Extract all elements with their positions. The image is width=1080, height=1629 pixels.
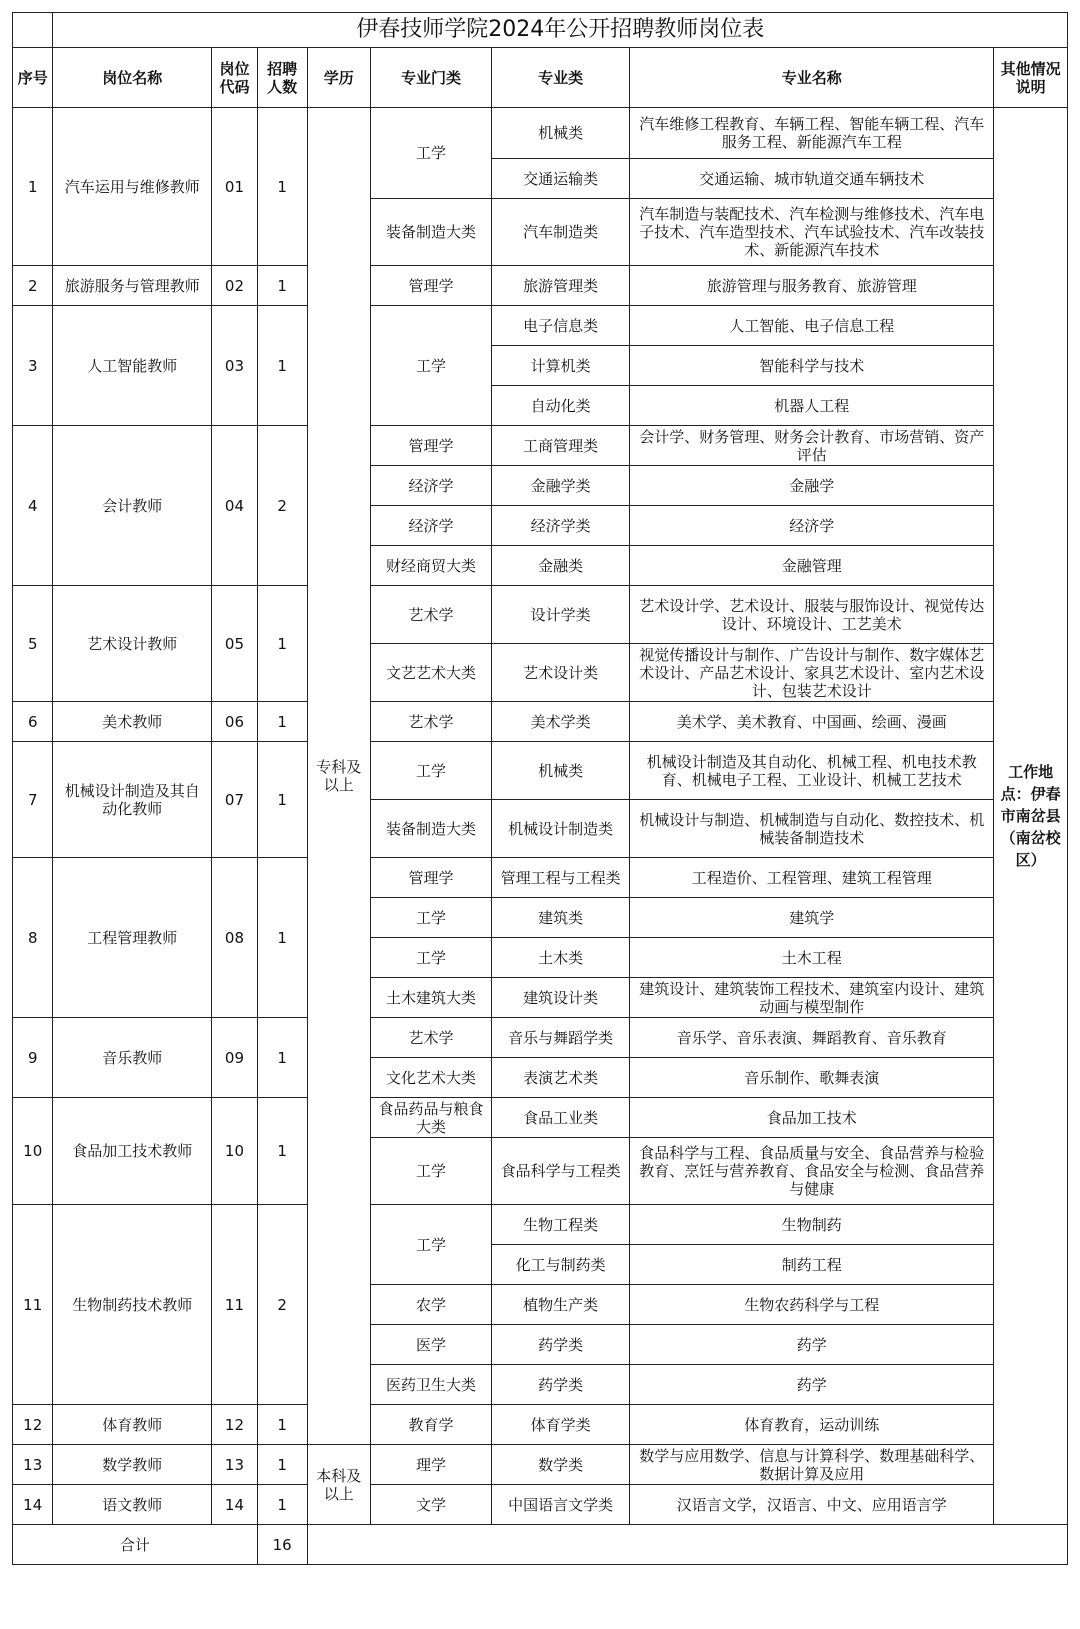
position-seq: 9 [13,1018,53,1098]
table-row [13,108,1068,159]
education-level-bachelor: 本科及以上 [307,1445,370,1525]
major-class: 药学类 [492,1365,630,1405]
position-count: 1 [257,702,307,742]
discipline-category: 艺术学 [370,702,491,742]
table-row [13,1485,1068,1525]
table-row [13,1205,1068,1245]
position-count: 1 [257,858,307,1018]
position-seq: 7 [13,742,53,858]
position-name: 食品加工技术教师 [53,1098,212,1205]
discipline-category: 医学 [370,1325,491,1365]
major-names: 金融学 [630,466,994,506]
major-names: 智能科学与技术 [630,346,994,386]
major-class: 体育学类 [492,1405,630,1445]
major-names: 会计学、财务管理、财务会计教育、市场营销、资产评估 [630,426,994,466]
position-count: 1 [257,1405,307,1445]
position-count: 1 [257,1018,307,1098]
discipline-category: 工学 [370,1205,491,1285]
title-left-blank [13,13,53,48]
position-name: 体育教师 [53,1405,212,1445]
major-class: 建筑设计类 [492,978,630,1018]
major-class: 机械类 [492,742,630,800]
major-names: 机器人工程 [630,386,994,426]
header-position-name: 岗位名称 [53,48,212,108]
major-names: 汽车维修工程教育、车辆工程、智能车辆工程、汽车服务工程、新能源汽车工程 [630,108,994,159]
position-code: 10 [212,1098,258,1205]
major-names: 艺术设计学、艺术设计、服装与服饰设计、视觉传达设计、环境设计、工艺美术 [630,586,994,644]
position-name: 语文教师 [53,1485,212,1525]
position-seq: 6 [13,702,53,742]
major-names: 机械设计与制造、机械制造与自动化、数控技术、机械装备制造技术 [630,800,994,858]
recruitment-table [12,12,1068,1565]
total-row [13,1525,1068,1565]
major-names: 交通运输、城市轨道交通车辆技术 [630,159,994,199]
table-row [13,1098,1068,1138]
position-code: 05 [212,586,258,702]
major-class: 数学类 [492,1445,630,1485]
header-position-code: 岗位代码 [212,48,258,108]
position-seq: 8 [13,858,53,1018]
major-class: 设计学类 [492,586,630,644]
position-seq: 13 [13,1445,53,1485]
major-names: 美术学、美术教育、中国画、绘画、漫画 [630,702,994,742]
major-class: 艺术设计类 [492,644,630,702]
position-seq: 12 [13,1405,53,1445]
total-count: 16 [257,1525,307,1565]
major-names: 建筑学 [630,898,994,938]
position-name: 工程管理教师 [53,858,212,1018]
position-seq: 4 [13,426,53,586]
major-class: 机械类 [492,108,630,159]
header-major-names: 专业名称 [630,48,994,108]
major-names: 经济学 [630,506,994,546]
major-class: 土木类 [492,938,630,978]
discipline-category: 工学 [370,938,491,978]
title-row [13,13,1068,48]
table-row [13,1405,1068,1445]
discipline-category: 工学 [370,898,491,938]
position-count: 1 [257,1098,307,1205]
position-count: 2 [257,1205,307,1405]
position-code: 08 [212,858,258,1018]
position-name: 人工智能教师 [53,306,212,426]
major-names: 制药工程 [630,1245,994,1285]
discipline-category: 艺术学 [370,586,491,644]
position-seq: 11 [13,1205,53,1405]
position-count: 1 [257,108,307,266]
position-code: 13 [212,1445,258,1485]
major-class: 中国语言文学类 [492,1485,630,1525]
position-count: 1 [257,1445,307,1485]
major-class: 汽车制造类 [492,199,630,266]
major-names: 音乐学、音乐表演、舞蹈教育、音乐教育 [630,1018,994,1058]
major-class: 交通运输类 [492,159,630,199]
major-names: 生物农药科学与工程 [630,1285,994,1325]
major-names: 药学 [630,1325,994,1365]
total-remaining-blank [307,1525,1067,1565]
position-name: 生物制药技术教师 [53,1205,212,1405]
position-code: 02 [212,266,258,306]
major-names: 食品加工技术 [630,1098,994,1138]
major-names: 汽车制造与装配技术、汽车检测与维修技术、汽车电子技术、汽车造型技术、汽车试验技术、汽车改装技术、新能源汽车技术 [630,199,994,266]
major-class: 管理工程与工程类 [492,858,630,898]
discipline-category: 经济学 [370,506,491,546]
major-names: 机械设计制造及其自动化、机械工程、机电技术教育、机械电子工程、工业设计、机械工艺技术 [630,742,994,800]
position-seq: 2 [13,266,53,306]
major-class: 植物生产类 [492,1285,630,1325]
major-names: 建筑设计、建筑装饰工程技术、建筑室内设计、建筑动画与模型制作 [630,978,994,1018]
position-code: 01 [212,108,258,266]
major-class: 表演艺术类 [492,1058,630,1098]
table-row [13,1018,1068,1058]
major-class: 建筑类 [492,898,630,938]
major-class: 计算机类 [492,346,630,386]
position-seq: 10 [13,1098,53,1205]
education-level-vocational: 专科及以上 [307,108,370,1445]
major-names: 数学与应用数学、信息与计算科学、数理基础科学、数据计算及应用 [630,1445,994,1485]
position-name: 音乐教师 [53,1018,212,1098]
table-row [13,306,1068,346]
table-row [13,586,1068,644]
position-code: 11 [212,1205,258,1405]
position-code: 04 [212,426,258,586]
major-names: 生物制药 [630,1205,994,1245]
discipline-category: 经济学 [370,466,491,506]
discipline-category: 工学 [370,1138,491,1205]
table-row [13,266,1068,306]
position-code: 12 [212,1405,258,1445]
major-class: 经济学类 [492,506,630,546]
table-row [13,1445,1068,1485]
discipline-category: 土木建筑大类 [370,978,491,1018]
major-names: 食品科学与工程、食品质量与安全、食品营养与检验教育、烹饪与营养教育、食品安全与检测、食品营养与健康 [630,1138,994,1205]
discipline-category: 文艺艺术大类 [370,644,491,702]
header-major-class: 专业类 [492,48,630,108]
discipline-category: 工学 [370,306,491,426]
discipline-category: 财经商贸大类 [370,546,491,586]
table-row [13,742,1068,800]
major-names: 人工智能、电子信息工程 [630,306,994,346]
position-count: 1 [257,1485,307,1525]
discipline-category: 工学 [370,108,491,199]
position-name: 艺术设计教师 [53,586,212,702]
position-count: 2 [257,426,307,586]
table-row [13,858,1068,898]
major-class: 食品工业类 [492,1098,630,1138]
position-seq: 14 [13,1485,53,1525]
header-discipline-category: 专业门类 [370,48,491,108]
page-title: 伊春技师学院2024年公开招聘教师岗位表 [53,13,1068,48]
discipline-category: 理学 [370,1445,491,1485]
major-names: 旅游管理与服务教育、旅游管理 [630,266,994,306]
major-class: 金融类 [492,546,630,586]
major-class: 音乐与舞蹈学类 [492,1018,630,1058]
major-names: 音乐制作、歌舞表演 [630,1058,994,1098]
header-education: 学历 [307,48,370,108]
major-names: 金融管理 [630,546,994,586]
position-name: 美术教师 [53,702,212,742]
total-label: 合计 [13,1525,258,1565]
major-class: 工商管理类 [492,426,630,466]
table-row [13,702,1068,742]
discipline-category: 管理学 [370,858,491,898]
major-names: 体育教育，运动训练 [630,1405,994,1445]
major-names: 汉语言文学，汉语言、中文、应用语言学 [630,1485,994,1525]
position-code: 06 [212,702,258,742]
position-name: 汽车运用与维修教师 [53,108,212,266]
major-class: 美术学类 [492,702,630,742]
position-seq: 3 [13,306,53,426]
major-class: 机械设计制造类 [492,800,630,858]
major-class: 药学类 [492,1325,630,1365]
position-code: 03 [212,306,258,426]
position-code: 14 [212,1485,258,1525]
header-row [13,48,1068,108]
major-class: 旅游管理类 [492,266,630,306]
major-class: 食品科学与工程类 [492,1138,630,1205]
major-class: 自动化类 [492,386,630,426]
discipline-category: 农学 [370,1285,491,1325]
discipline-category: 管理学 [370,266,491,306]
discipline-category: 装备制造大类 [370,800,491,858]
discipline-category: 艺术学 [370,1018,491,1058]
position-count: 1 [257,266,307,306]
discipline-category: 文学 [370,1485,491,1525]
major-names: 视觉传播设计与制作、广告设计与制作、数字媒体艺术设计、产品艺术设计、家具艺术设计、室内艺术设计、包装艺术设计 [630,644,994,702]
discipline-category: 文化艺术大类 [370,1058,491,1098]
other-notes: 工作地点：伊春市南岔县（南岔校区） [994,108,1068,1525]
discipline-category: 管理学 [370,426,491,466]
position-code: 07 [212,742,258,858]
position-count: 1 [257,586,307,702]
major-class: 电子信息类 [492,306,630,346]
position-count: 1 [257,306,307,426]
major-names: 工程造价、工程管理、建筑工程管理 [630,858,994,898]
major-class: 化工与制药类 [492,1245,630,1285]
major-class: 生物工程类 [492,1205,630,1245]
header-other-notes: 其他情况说明 [994,48,1068,108]
position-name: 会计教师 [53,426,212,586]
header-recruit-count: 招聘人数 [257,48,307,108]
position-name: 旅游服务与管理教师 [53,266,212,306]
discipline-category: 装备制造大类 [370,199,491,266]
position-name: 数学教师 [53,1445,212,1485]
major-class: 金融学类 [492,466,630,506]
position-seq: 1 [13,108,53,266]
discipline-category: 教育学 [370,1405,491,1445]
major-names: 药学 [630,1365,994,1405]
position-code: 09 [212,1018,258,1098]
discipline-category: 食品药品与粮食大类 [370,1098,491,1138]
header-seq: 序号 [13,48,53,108]
discipline-category: 工学 [370,742,491,800]
table-row [13,426,1068,466]
position-seq: 5 [13,586,53,702]
discipline-category: 医药卫生大类 [370,1365,491,1405]
recruitment-table-sheet [12,12,1068,1617]
position-name: 机械设计制造及其自动化教师 [53,742,212,858]
position-count: 1 [257,742,307,858]
major-names: 土木工程 [630,938,994,978]
